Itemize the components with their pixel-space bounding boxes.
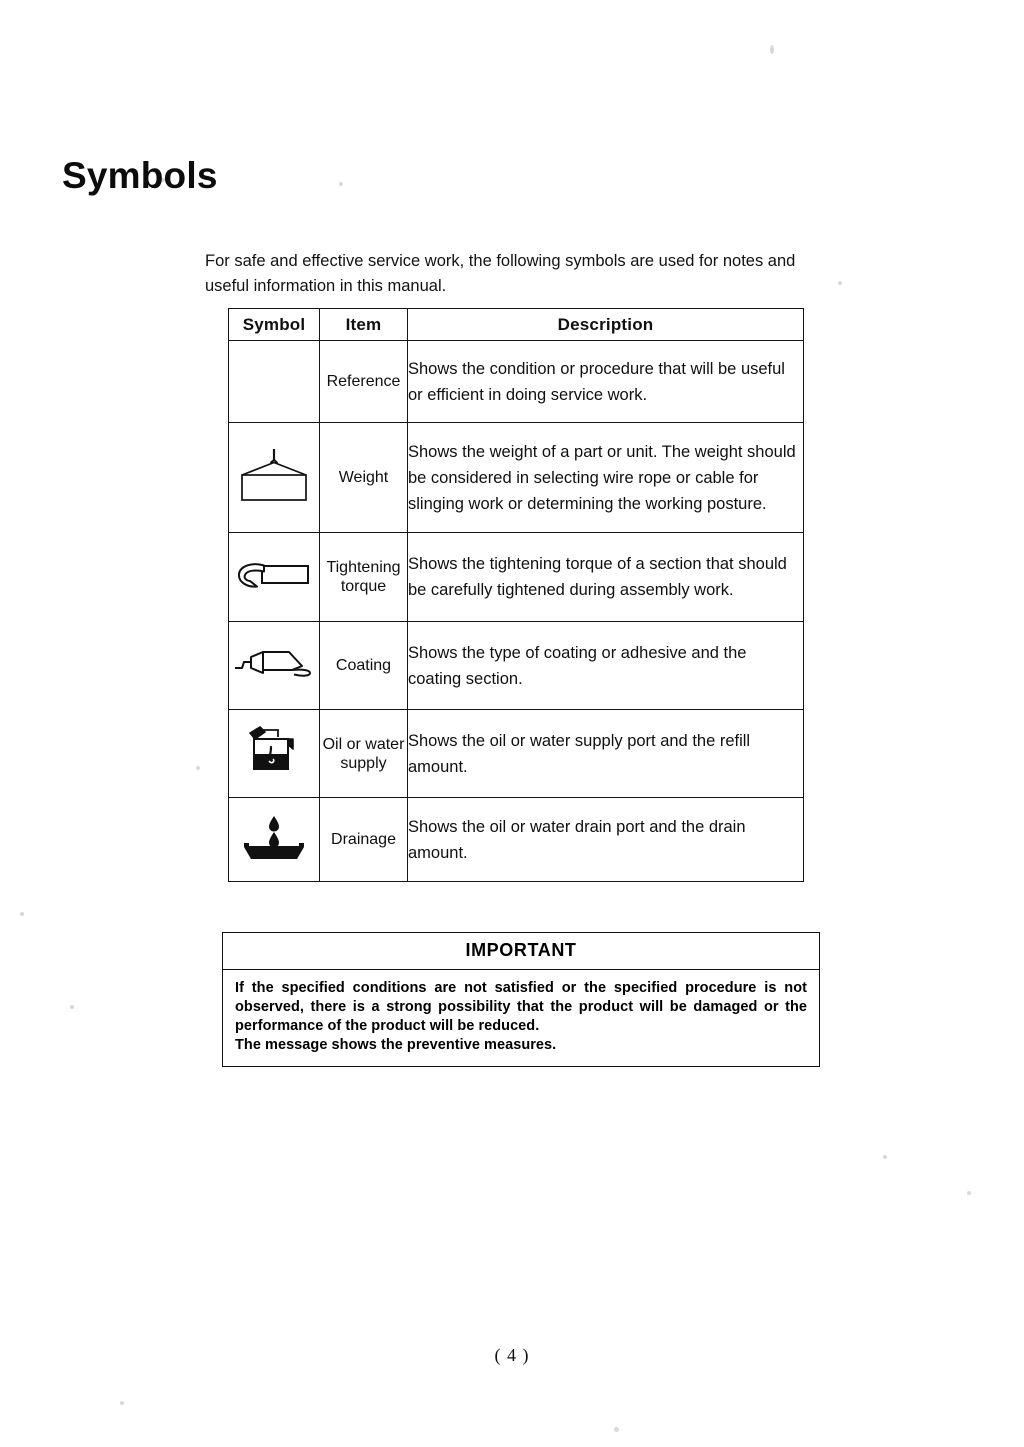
- symbols-table: [228, 308, 804, 882]
- scan-speck: [20, 912, 24, 916]
- description-tightening-torque: Shows the tightening torque of a section that should be carefully tightened during assembly work.: [408, 533, 804, 622]
- description-reference: Shows the condition or procedure that will be useful or efficient in doing service work.: [408, 341, 804, 423]
- page-number: ( 4 ): [494, 1345, 530, 1365]
- symbol-cell-drainage: [229, 798, 320, 882]
- item-label-oil-water-supply: Oil or water supply: [320, 710, 408, 798]
- table-row: [229, 423, 804, 533]
- scan-speck: [70, 1005, 74, 1009]
- scan-speck: [614, 1427, 619, 1432]
- description-drainage: Shows the oil or water drain port and the drain amount.: [408, 798, 804, 882]
- oil-container-icon: [244, 723, 304, 779]
- important-body-text: If the specified conditions are not satisfied or the specified procedure is not observed, there is a strong possibility that the product will be damaged or the performance of the product will be reduced.: [235, 980, 807, 1034]
- item-label-reference: Reference: [320, 341, 408, 423]
- drain-pan-icon: [236, 810, 312, 864]
- adhesive-tube-icon: [232, 643, 316, 683]
- table-header-row: [229, 309, 804, 341]
- scan-speck: [883, 1155, 887, 1159]
- scan-speck: [339, 182, 343, 186]
- column-header-description: Description: [408, 309, 804, 341]
- scan-speck: [770, 45, 774, 54]
- table-row: [229, 622, 804, 710]
- description-weight: Shows the weight of a part or unit. The weight should be considered in selecting wire rope or cable for slinging work or determining the working posture.: [408, 423, 804, 533]
- symbol-cell-weight: [229, 423, 320, 533]
- item-label-weight: Weight: [320, 423, 408, 533]
- table-row: [229, 341, 804, 423]
- description-oil-water-supply: Shows the oil or water supply port and the refill amount.: [408, 710, 804, 798]
- column-header-symbol: Symbol: [229, 309, 320, 341]
- page-title: Symbols: [62, 155, 218, 196]
- item-label-drainage: Drainage: [320, 798, 408, 882]
- table-row: [229, 533, 804, 622]
- scan-speck: [196, 766, 200, 770]
- scan-speck: [838, 281, 842, 285]
- column-header-item: Item: [320, 309, 408, 341]
- table-row: [229, 710, 804, 798]
- important-body-last-line: The message shows the preventive measures.: [235, 1037, 557, 1053]
- symbol-cell-coating: [229, 622, 320, 710]
- symbol-cell-oil-water-supply: [229, 710, 320, 798]
- symbol-cell-reference: [229, 341, 320, 423]
- wrench-icon: [234, 556, 314, 594]
- description-coating: Shows the type of coating or adhesive and the coating section.: [408, 622, 804, 710]
- important-callout: [222, 932, 820, 1067]
- item-label-coating: Coating: [320, 622, 408, 710]
- important-title: IMPORTANT: [223, 933, 819, 970]
- item-label-tightening-torque: Tightening torque: [320, 533, 408, 622]
- scan-speck: [120, 1401, 124, 1405]
- slung-load-icon: [235, 444, 313, 506]
- symbol-cell-tightening-torque: [229, 533, 320, 622]
- important-body: [223, 970, 819, 1066]
- scan-speck: [967, 1191, 971, 1195]
- table-row: [229, 798, 804, 882]
- intro-paragraph: For safe and effective service work, the following symbols are used for notes and useful information in this manual.: [205, 252, 796, 295]
